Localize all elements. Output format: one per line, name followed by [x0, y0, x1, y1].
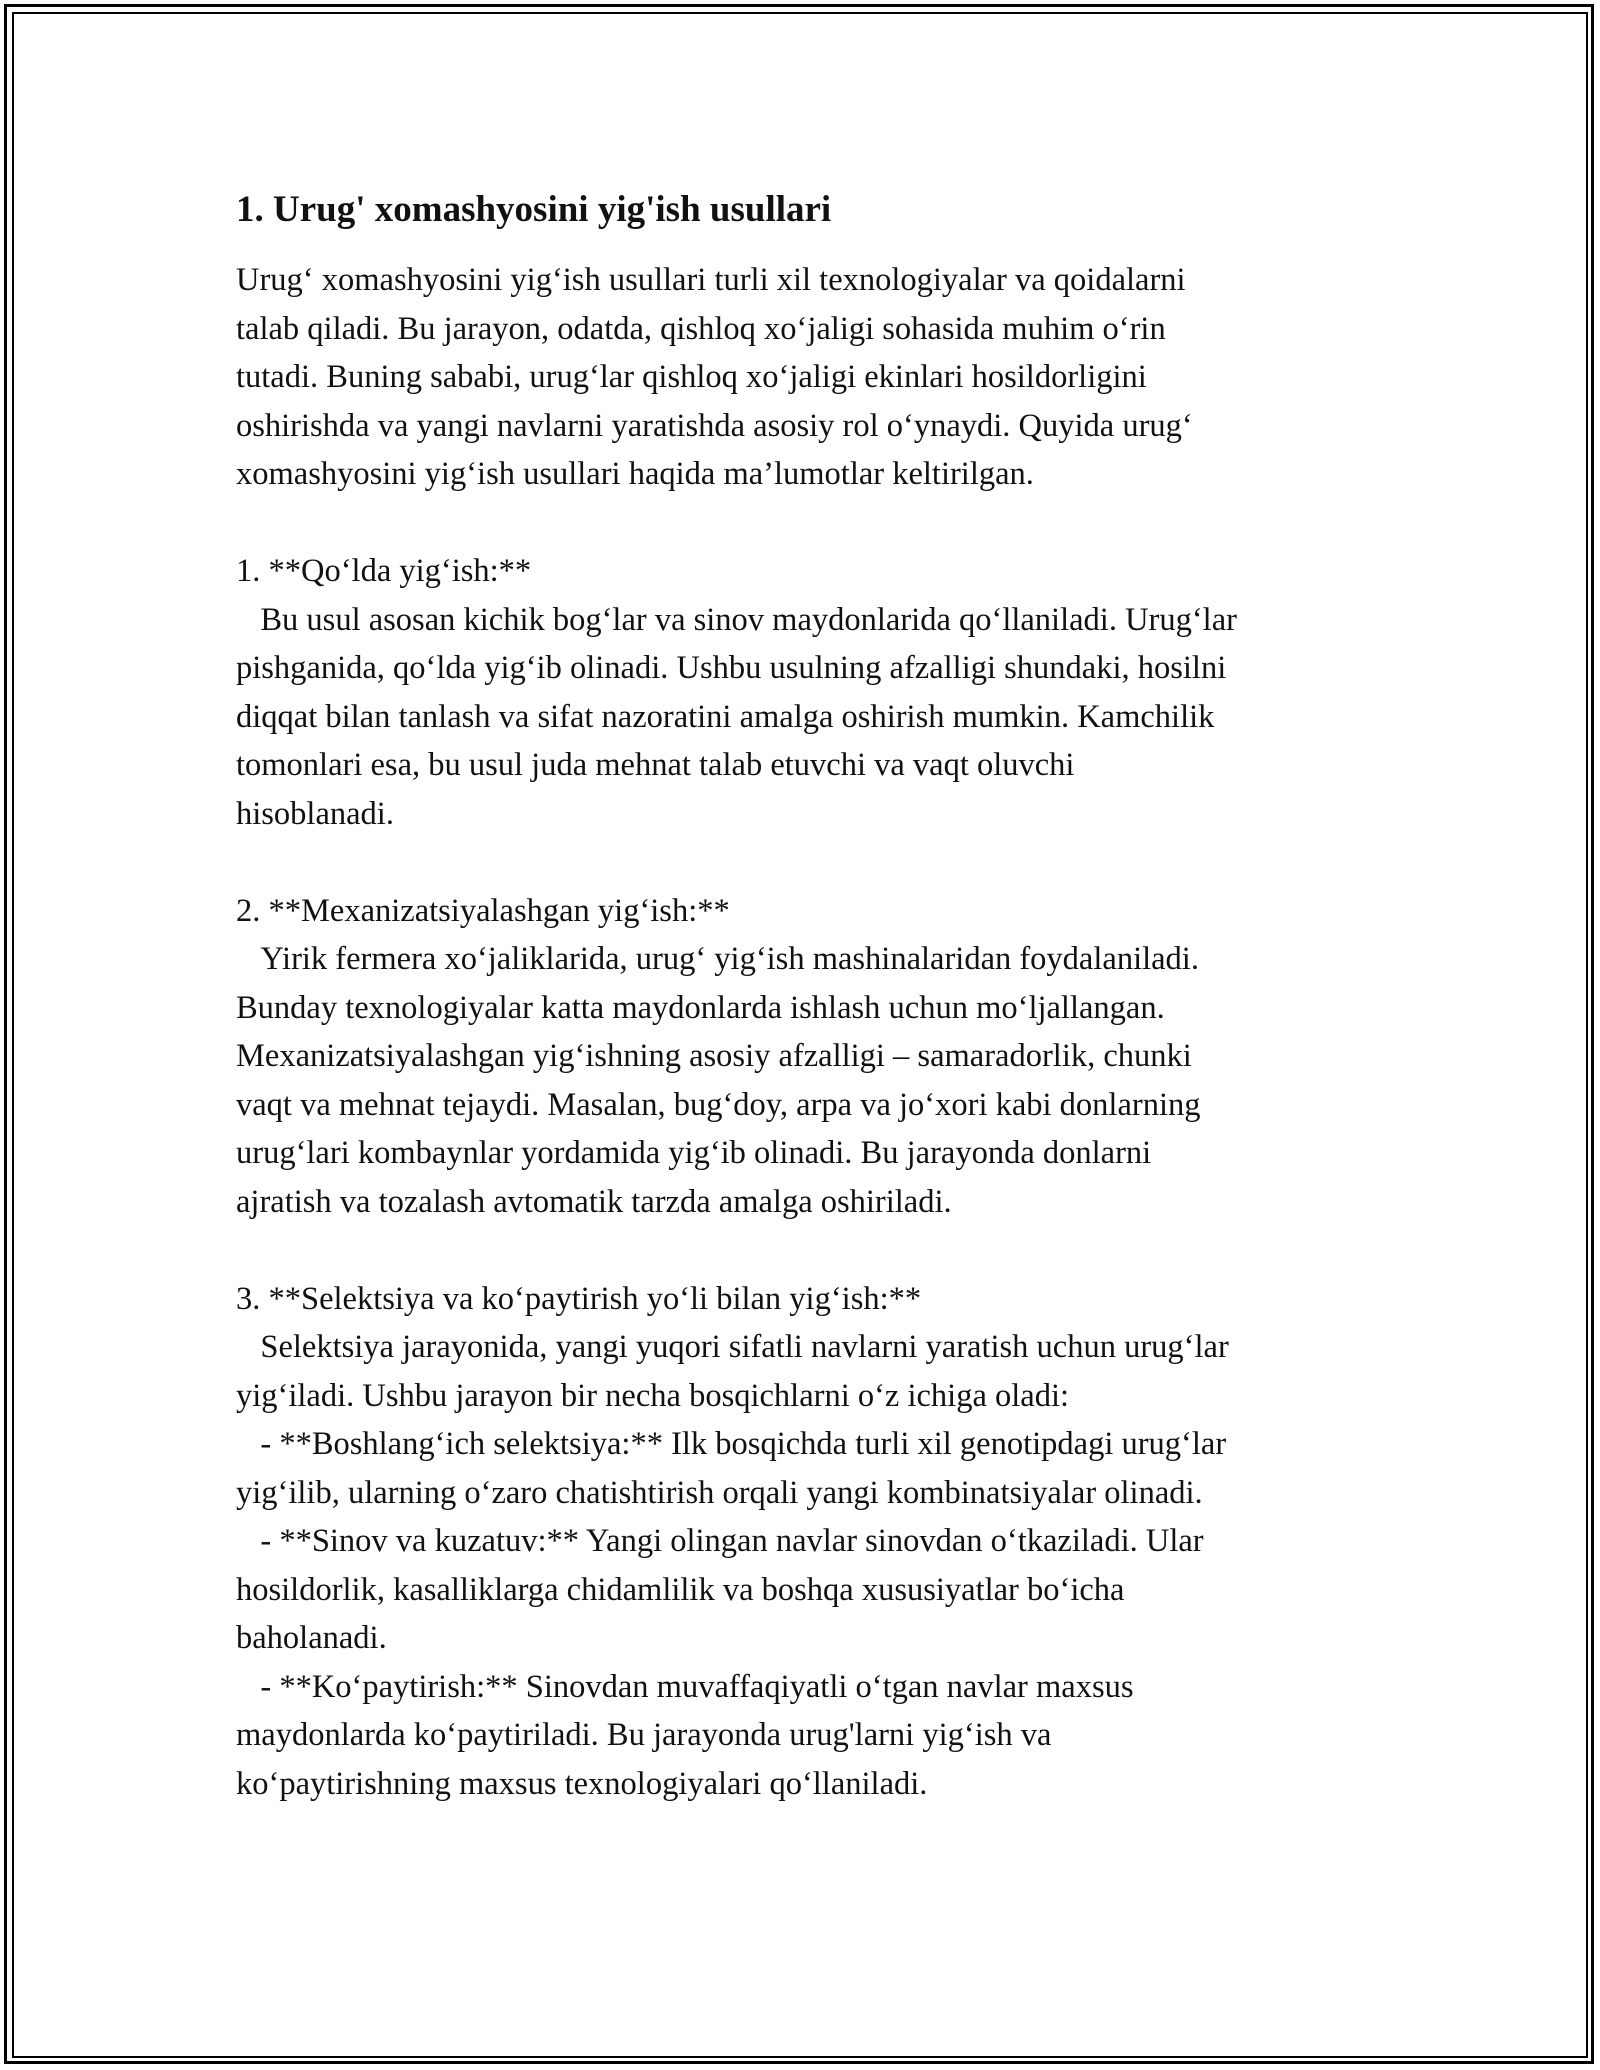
section-heading: 1. Urug' xomashyosini yig'ish usullari [236, 189, 832, 230]
paragraph-spacer [236, 499, 1386, 548]
method-selection-paragraph: 3. **Selektsiya va ko‘paytirish yo‘li bilan yig‘ish:** Selektsiya jarayonida, yangi yuqori sifatli navlarni yaratish uchun urug‘lar yig‘iladi. Ushbu jarayon bir necha bosqichlarni o‘z ichiga oladi: - **Boshlang‘ich selektsiya:** Ilk bosqichda turli xil genotipdagi urug‘lar yig‘ilib, ularning o‘zaro chatishtirish orqali yangi kombinatsiyalar olinadi. - **Sinov va kuzatuv:** Yangi olingan navlar sinovdan o‘tkaziladi. Ular hosildorlik, kasalliklarga chidamlilik va boshqa xususiyatlar bo‘icha baholanadi. - **Ko‘paytirish:** Sinovdan muvaffaqiyatli o‘tgan navlar maxsus maydonlarda ko‘paytiriladi. Bu jarayonda urug'larni yig‘ish va ko‘paytirishning maxsus texnologiyalari qo‘llaniladi. [236, 1280, 1229, 1802]
paragraph-spacer [236, 838, 1386, 887]
paragraph-spacer [236, 1226, 1386, 1275]
method-mechanized-paragraph: 2. **Mexanizatsiyalashgan yig‘ish:** Yirik fermera xo‘jaliklarida, urug‘ yig‘ish mashinalaridan foydalaniladi. Bunday texnologiyalar katta maydonlarda ishlash uchun mo‘ljallangan. Mexanizatsiyalashgan yig‘ishning asosiy afzalligi – samaradorlik, chunki vaqt va mehnat tejaydi. Masalan, bug‘doy, arpa va jo‘xori kabi donlarning urug‘lari kombaynlar yordamida yig‘ib olinadi. Bu jarayonda donlarni ajratish va tozalash avtomatik tarzda amalga oshiriladi. [236, 892, 1201, 1220]
document-body [236, 186, 1386, 1808]
intro-paragraph: Urug‘ xomashyosini yig‘ish usullari turli xil texnologiyalar va qoidalarni talab qiladi. Bu jarayon, odatda, qishloq xo‘jaligi sohasida muhim o‘rin tutadi. Buning sababi, urug‘lar qishloq xo‘jaligi ekinlari hosildorligini oshirishda va yangi navlarni yaratishda asosiy rol o‘ynaydi. Quyida urug‘ xomashyosini yig‘ish usullari haqida ma’lumotlar keltirilgan. [236, 262, 1193, 492]
method-manual-paragraph: 1. **Qo‘lda yig‘ish:** Bu usul asosan kichik bog‘lar va sinov maydonlarida qo‘llaniladi. Urug‘lar pishganida, qo‘lda yig‘ib olinadi. Ushbu usulning afzalligi shundaki, hosilni diqqat bilan tanlash va sifat nazoratini amalga oshirish mumkin. Kamchilik tomonlari esa, bu usul juda mehnat talab etuvchi va vaqt oluvchi hisoblanadi. [236, 553, 1237, 832]
